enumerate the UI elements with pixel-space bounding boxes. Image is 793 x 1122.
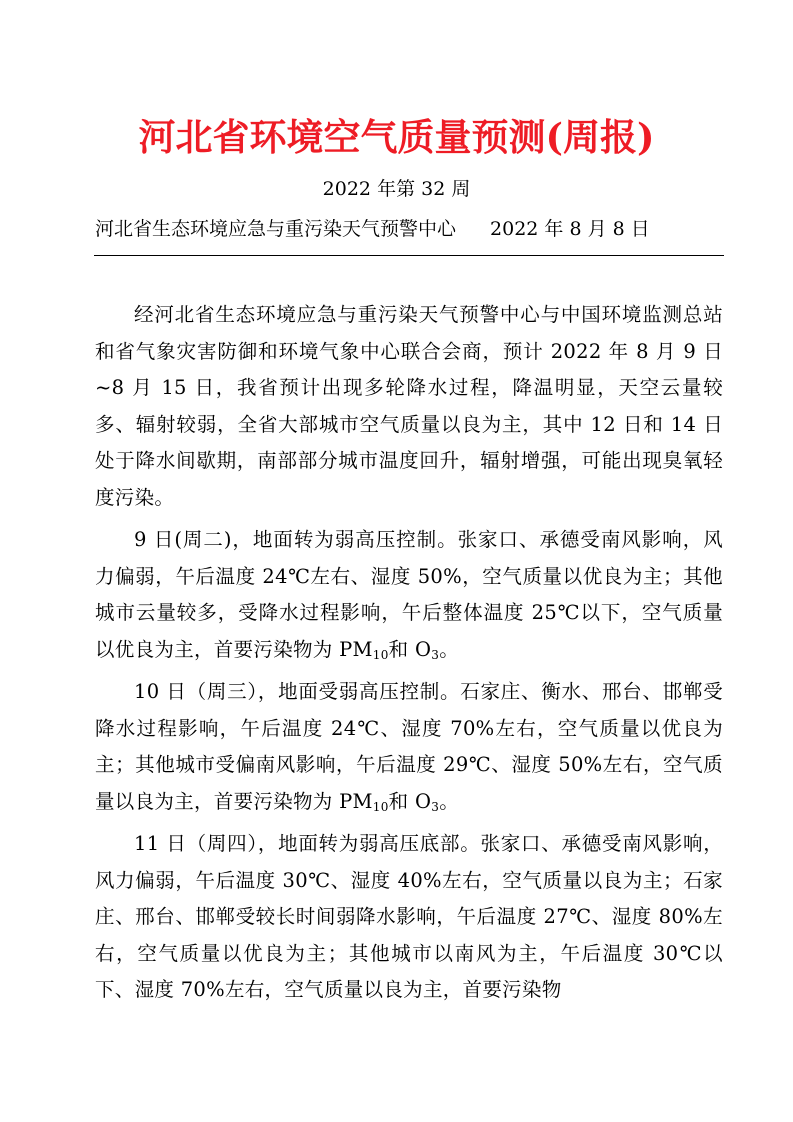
pm-subscript: 10 xyxy=(372,799,389,814)
sentence-end: 。 xyxy=(439,789,460,813)
issue-date: 2022 年 8 月 8 日 xyxy=(490,218,650,240)
sentence-end: 。 xyxy=(439,637,460,661)
day-11-paragraph: 11 日（周四），地面转为弱高压底部。张家口、承德受南风影响，风力偏弱，午后温度 30℃、湿度 40%左右，空气质量以良为主；石家庄、邢台、邯郸受较长时间弱降水影响，午后温度 27℃、湿度 80%左右，空气质量以优良为主；其他城市以南风为主，午后温度 30℃以下、湿度 70%左右，空气质量以良为主，首要污染物 xyxy=(95,832,723,1001)
day-10-paragraph xyxy=(95,674,723,820)
ozone-subscript: 3 xyxy=(431,799,440,814)
day-10-text: 10 日（周三），地面受弱高压控制。石家庄、衡水、邢台、邯郸受降水过程影响，午后温度 24℃、湿度 70%左右，空气质量以优良为主；其他城市受偏南风影响，午后温度 29℃、湿度 50%左右，空气质量以良为主，首要污染物为 PM xyxy=(95,680,723,813)
issuer-name: 河北省生态环境应急与重污染天气预警中心 xyxy=(95,218,457,240)
ozone-subscript: 3 xyxy=(431,647,440,662)
issue-number: 2022 年第 32 周 xyxy=(322,178,471,200)
and-ozone: 和 O xyxy=(388,637,432,661)
summary-paragraph: 经河北省生态环境应急与重污染天气预警中心与中国环境监测总站和省气象灾害防御和环境气象中心联合会商，预计 2022 年 8 月 9 日~8 月 15 日，我省预计出现多轮降水过程，降温明显，天空云量较多、辐射较弱，全省大部城市空气质量以良为主，其中 12 日和 14 日处于降水间歇期，南部部分城市温度回升，辐射增强，可能出现臭氧轻度污染。 xyxy=(95,303,723,509)
issuer-line xyxy=(95,214,723,244)
day-9-text: 9 日(周二)，地面转为弱高压控制。张家口、承德受南风影响，风力偏弱，午后温度 24℃左右、湿度 50%，空气质量以优良为主；其他城市云量较多，受降水过程影响，午后整体温度 25℃以下，空气质量以优良为主，首要污染物为 PM xyxy=(95,528,723,661)
pm-subscript: 10 xyxy=(372,647,389,662)
header-divider xyxy=(94,255,724,256)
day-9-paragraph xyxy=(95,522,723,668)
and-ozone: 和 O xyxy=(388,789,432,813)
report-body xyxy=(95,297,723,1015)
report-title: 河北省环境空气质量预测(周报) xyxy=(138,115,655,159)
